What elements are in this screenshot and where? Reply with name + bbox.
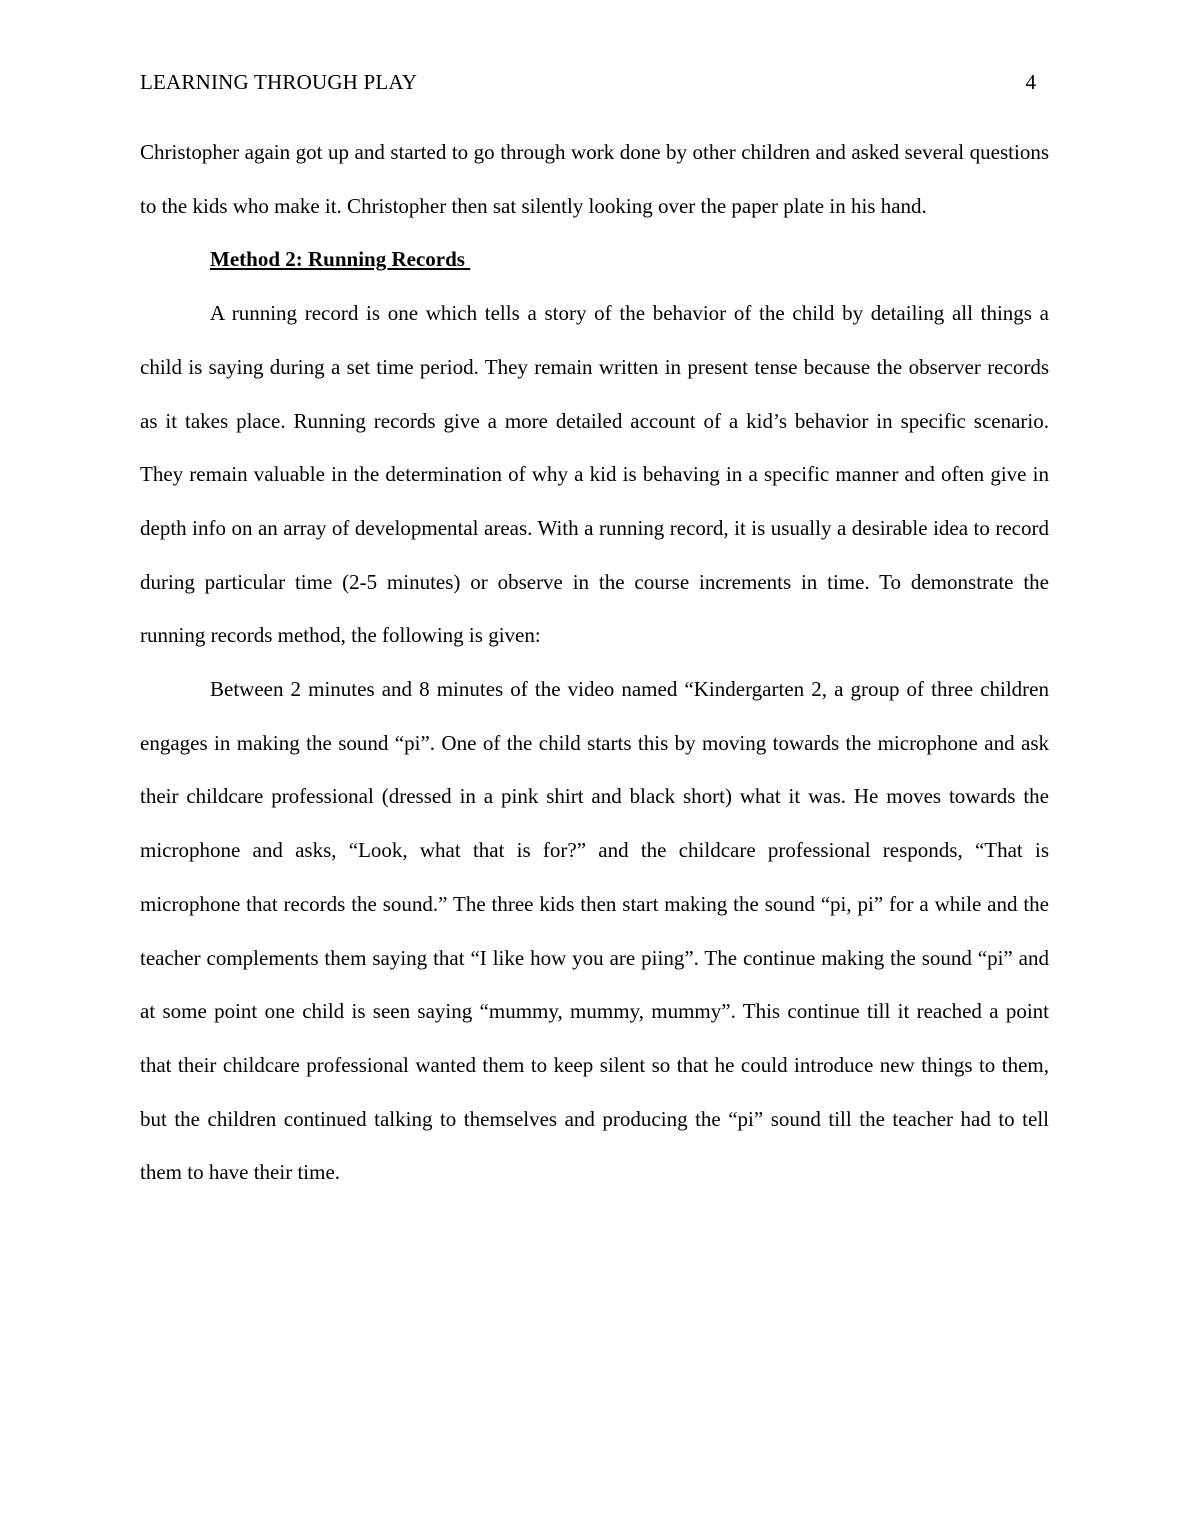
- paragraph-running-record-example: Between 2 minutes and 8 minutes of the video named “Kindergarten 2, a group of three children engages in making the sound “pi”. One of the child starts this by moving towards the microphone and ask their childcare professional (dressed in a pink shirt and black short) what it was. He moves towards the microphone and asks, “Look, what that is for?” and the childcare professional responds, “That is microphone that records the sound.” The three kids then start making the sound “pi, pi” for a while and the teacher complements them saying that “I like how you are piing”. The continue making the sound “pi” and at some point one child is seen saying “mummy, mummy, mummy”. This continue till it reached a point that their childcare professional wanted them to keep silent so that he could introduce new things to them, but the children continued talking to themselves and producing the “pi” sound till the teacher had to tell them to have their time.: [140, 677, 1049, 1185]
- paragraph-running-record-definition: A running record is one which tells a story of the behavior of the child by detailing all things a child is saying during a set time period. They remain written in present tense because the observer records as it takes place. Running records give a more detailed account of a kid’s behavior in specific scenario. They remain valuable in the determination of why a kid is behaving in a specific manner and often give in depth info on an array of developmental areas. With a running record, it is usually a desirable idea to record during particular time (2-5 minutes) or observe in the course increments in time. To demonstrate the running records method, the following is given:: [140, 301, 1049, 648]
- section-heading: Method 2: Running Records: [210, 247, 471, 272]
- running-head: LEARNING THROUGH PLAY: [140, 70, 418, 94]
- document-body: [140, 126, 1049, 1200]
- page-number: 4: [1025, 70, 1036, 94]
- page-header: [140, 70, 1036, 100]
- paragraph-continuation: Christopher again got up and started to go through work done by other children and asked several questions to the kids who make it. Christopher then sat silently looking over the paper plate in his hand.: [140, 140, 1049, 218]
